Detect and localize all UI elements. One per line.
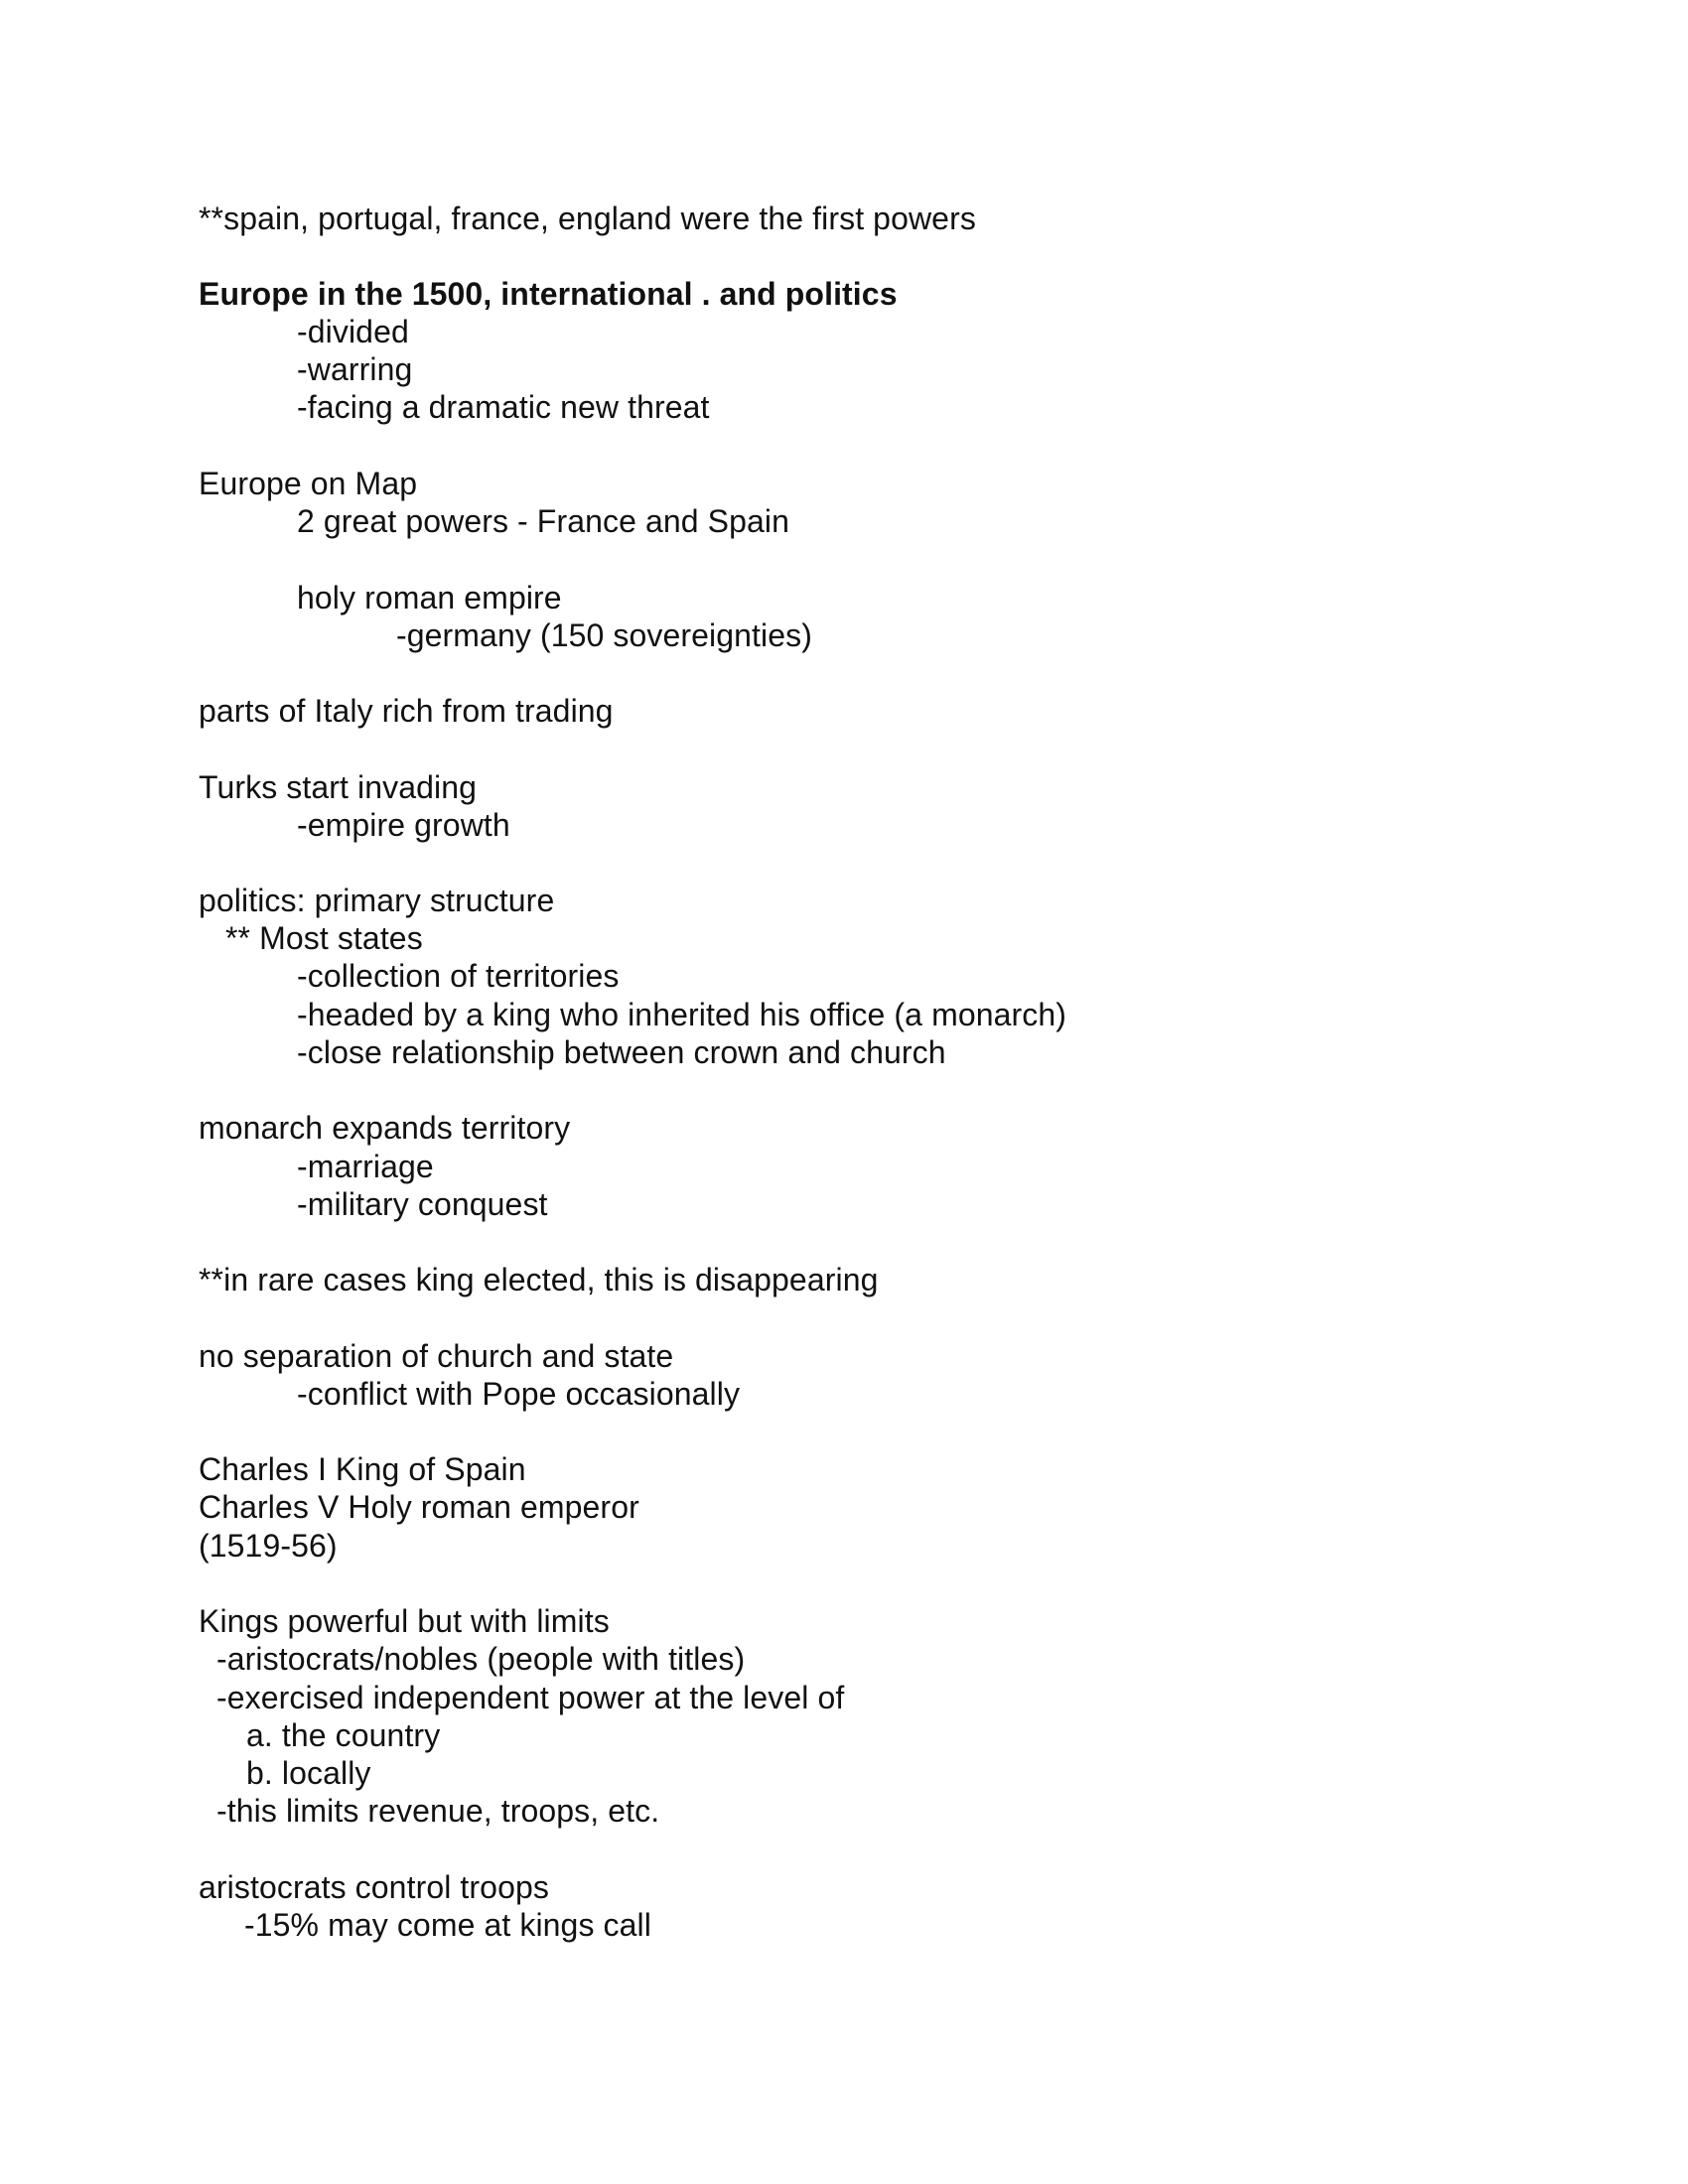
kings-point: -exercised independent power at the level of xyxy=(216,1680,845,1715)
kings-limits: -this limits revenue, troops, etc. xyxy=(216,1793,660,1829)
charles-line: Charles V Holy roman emperor xyxy=(199,1489,639,1525)
hre-title: holy roman empire xyxy=(297,580,562,615)
church-title: no separation of church and state xyxy=(199,1338,674,1374)
monarch-point: -marriage xyxy=(297,1149,434,1184)
turks-title: Turks start invading xyxy=(199,769,478,805)
charles-line: Charles I King of Spain xyxy=(199,1451,526,1487)
politics-point: -headed by a king who inherited his office (a monarch) xyxy=(297,997,1067,1032)
kings-title: Kings powerful but with limits xyxy=(199,1603,610,1639)
map-title: Europe on Map xyxy=(199,466,418,501)
charles-line: (1519-56) xyxy=(199,1528,338,1564)
politics-point: -collection of territories xyxy=(297,958,620,994)
politics-point: -close relationship between crown and church xyxy=(297,1034,946,1070)
kings-level: a. the country xyxy=(246,1717,441,1753)
hre-detail: -germany (150 sovereignties) xyxy=(396,617,812,653)
politics-title: politics: primary structure xyxy=(199,883,555,918)
aristocrats-title: aristocrats control troops xyxy=(199,1869,549,1905)
monarch-title: monarch expands territory xyxy=(199,1110,571,1146)
kings-point: -aristocrats/nobles (people with titles) xyxy=(216,1641,746,1677)
italy-note: parts of Italy rich from trading xyxy=(199,693,614,729)
intro-note: **spain, portugal, france, england were the first powers xyxy=(199,201,976,236)
turks-detail: -empire growth xyxy=(297,807,510,843)
elected-note: **in rare cases king elected, this is disappearing xyxy=(199,1262,879,1297)
heading-point: -facing a dramatic new threat xyxy=(297,389,710,425)
aristocrats-detail: -15% may come at kings call xyxy=(244,1907,651,1943)
section-heading: Europe in the 1500, international . and politics xyxy=(199,276,898,312)
church-detail: -conflict with Pope occasionally xyxy=(297,1376,741,1412)
heading-point: -divided xyxy=(297,314,409,349)
heading-point: -warring xyxy=(297,351,413,387)
politics-subhead: ** Most states xyxy=(225,920,423,956)
monarch-point: -military conquest xyxy=(297,1186,548,1222)
map-powers: 2 great powers - France and Spain xyxy=(297,503,790,539)
kings-level: b. locally xyxy=(246,1755,371,1791)
